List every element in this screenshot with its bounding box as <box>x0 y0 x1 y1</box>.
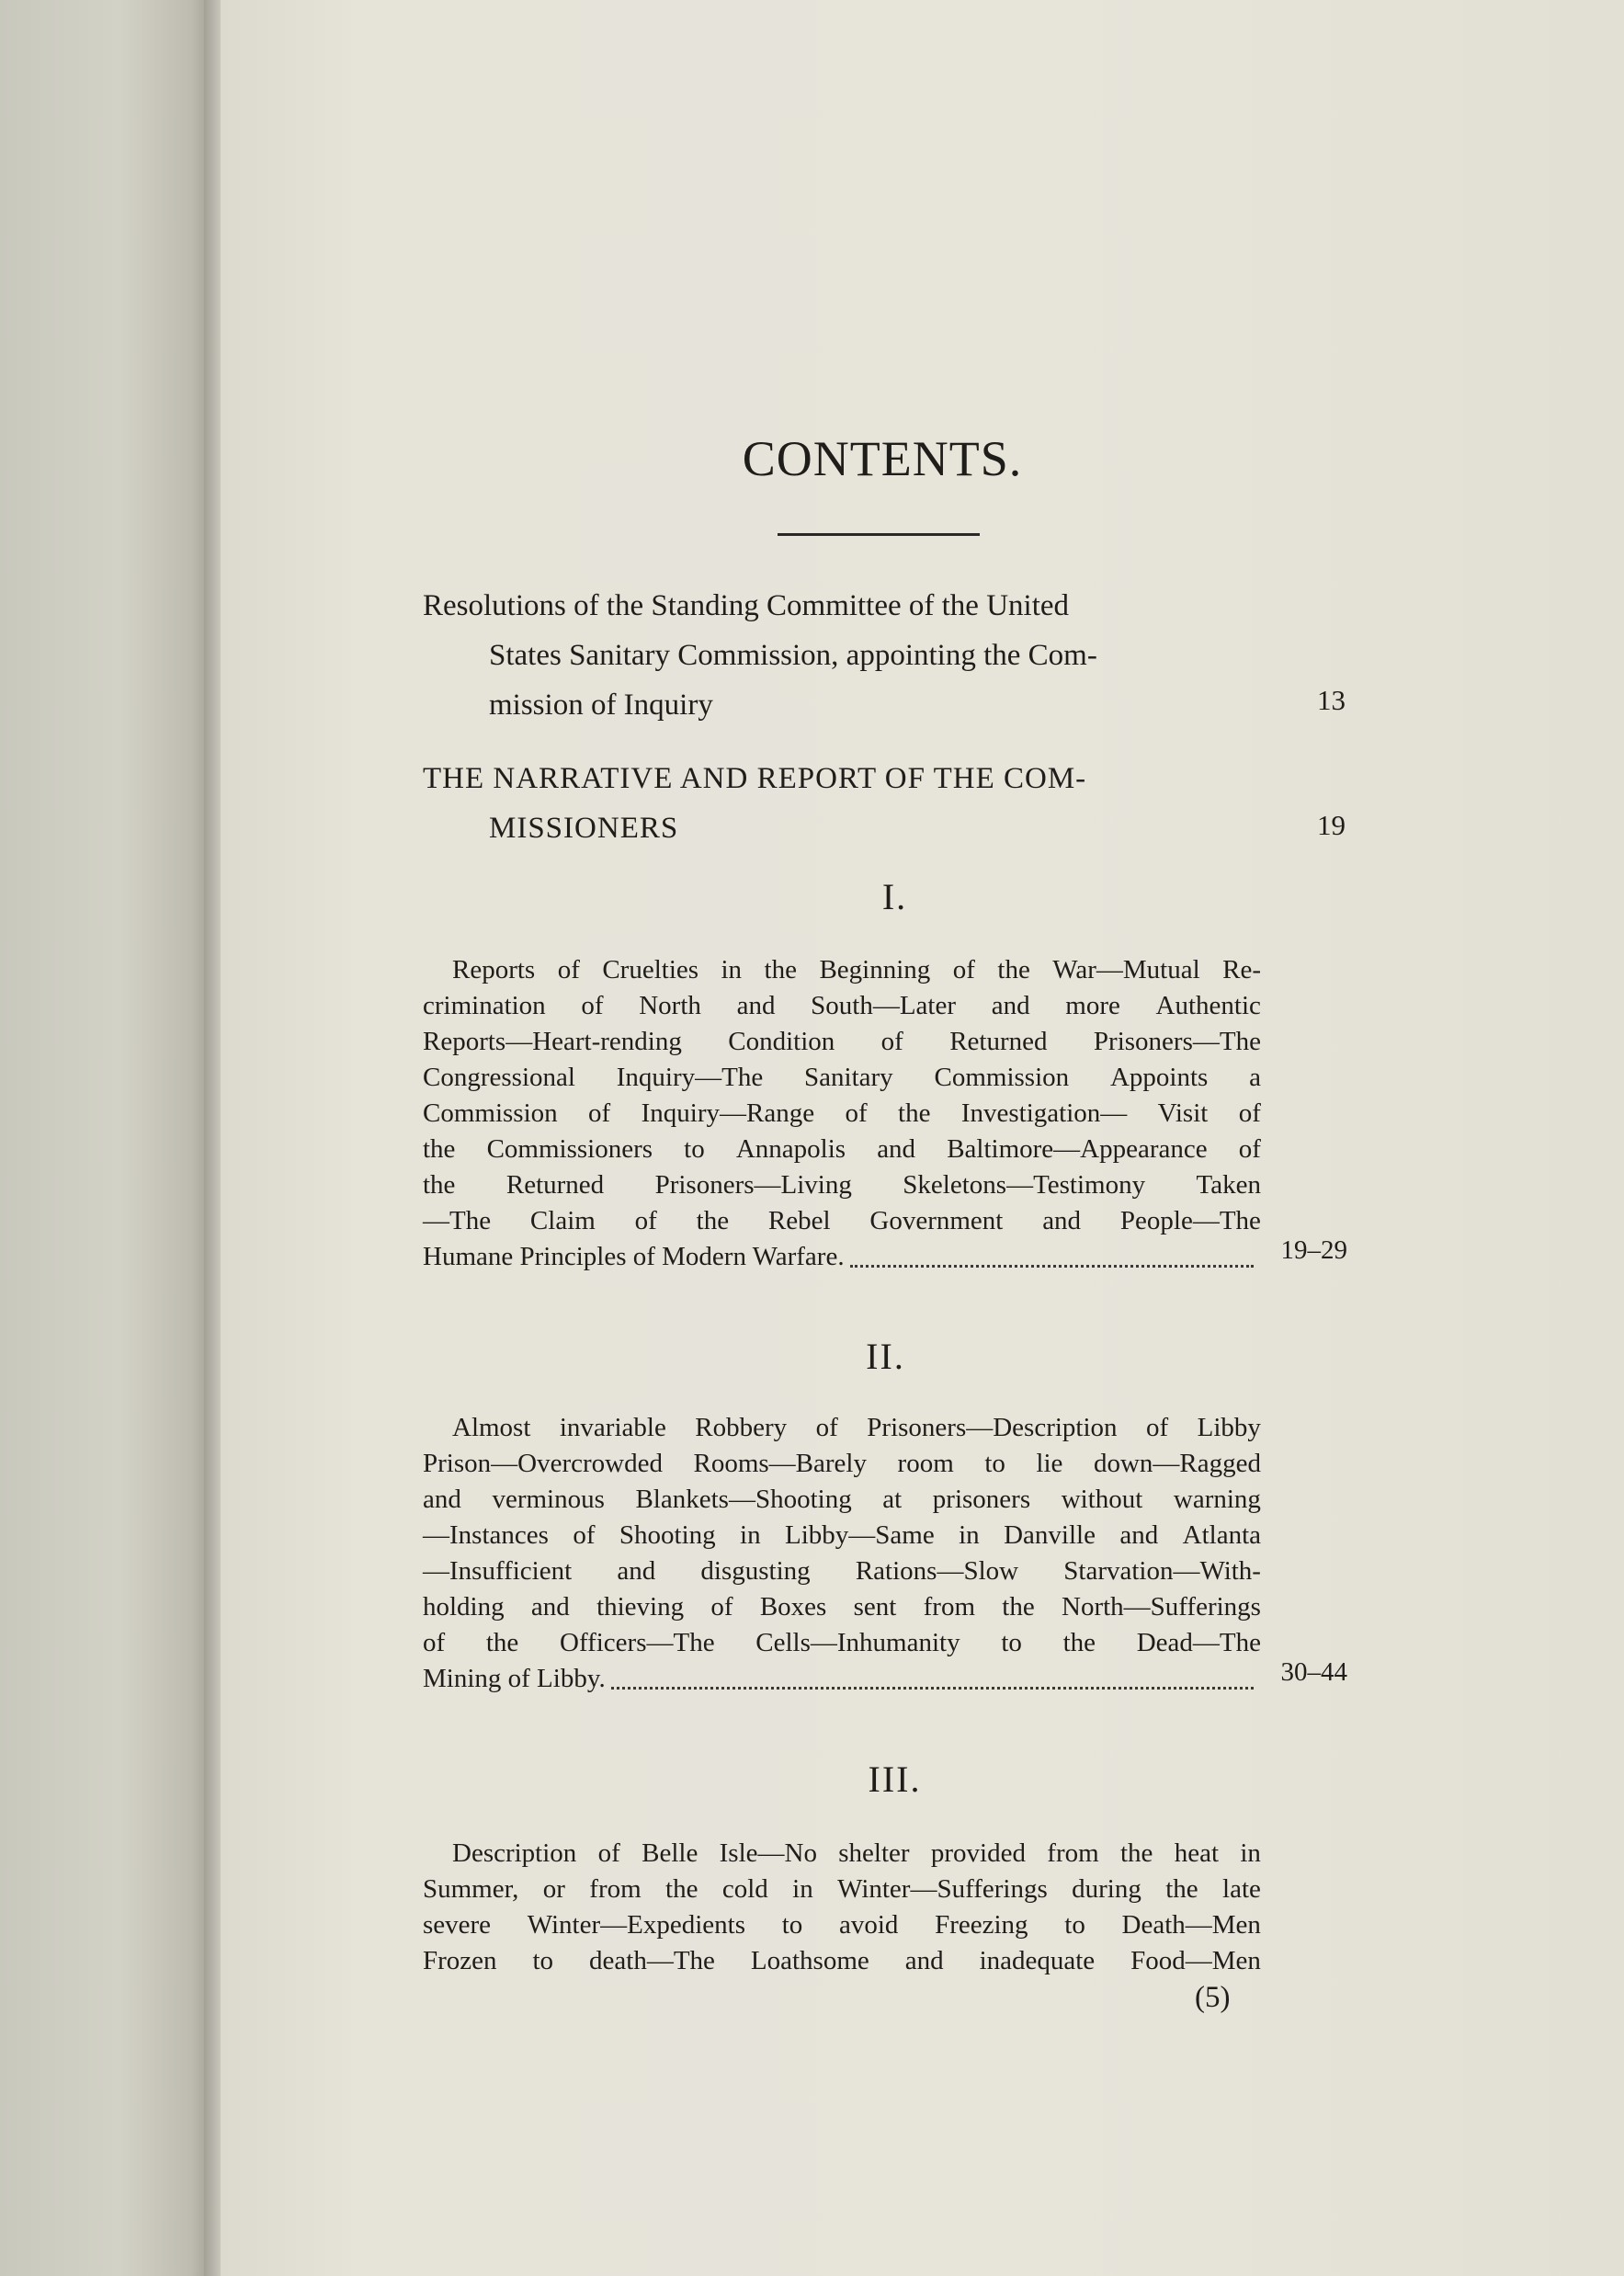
summary-word: and <box>1119 1520 1159 1550</box>
summary-word: Commission <box>423 1098 558 1128</box>
summary-word: late <box>1222 1874 1261 1904</box>
summary-word: Prison—Overcrowded <box>423 1449 663 1478</box>
toc-page-number: 13 <box>1317 684 1346 716</box>
summary-word: Returned <box>505 1170 605 1200</box>
summary-line <box>423 1589 1261 1625</box>
summary-word: Death—Men <box>1121 1910 1261 1940</box>
summary-word: Libby—Same <box>785 1520 935 1550</box>
summary-word: without <box>1061 1485 1143 1514</box>
summary-word: and <box>877 1134 916 1164</box>
summary-word: of <box>597 1838 620 1868</box>
summary-line <box>423 1482 1261 1518</box>
summary-word: to <box>781 1910 803 1940</box>
summary-word: Rooms—Barely <box>693 1449 867 1478</box>
summary-word: down—Ragged <box>1093 1449 1261 1478</box>
summary-line-text: Mining of Libby. <box>423 1664 606 1693</box>
chapter-summary <box>423 1836 1261 1979</box>
summary-word: prisoners <box>932 1485 1031 1514</box>
summary-word: Officers—The <box>560 1628 715 1657</box>
summary-word: and <box>617 1556 656 1586</box>
summary-word: the <box>665 1874 698 1904</box>
summary-word: Condition <box>728 1027 835 1056</box>
summary-word: Description <box>452 1838 577 1868</box>
dot-leader <box>850 1265 1254 1268</box>
summary-word: Appoints <box>1109 1063 1209 1092</box>
summary-word: Sanitary <box>804 1063 893 1092</box>
summary-word: or <box>542 1874 565 1904</box>
summary-word: Belle <box>642 1838 698 1868</box>
summary-word: of <box>1238 1098 1261 1128</box>
summary-line <box>423 1907 1261 1943</box>
summary-word: invariable <box>559 1413 666 1442</box>
summary-word: and <box>423 1485 461 1514</box>
summary-word: Starvation—With- <box>1063 1556 1261 1586</box>
summary-word: the <box>423 1170 456 1200</box>
summary-word: of <box>952 955 975 984</box>
summary-line <box>423 1446 1261 1482</box>
summary-word: thieving <box>596 1592 685 1622</box>
summary-word: in <box>1240 1838 1261 1868</box>
summary-word: Claim <box>529 1206 596 1235</box>
summary-word: heat <box>1174 1838 1220 1868</box>
summary-line <box>423 1943 1261 1979</box>
summary-word: of <box>634 1206 657 1235</box>
summary-word: Inquiry—Range <box>641 1098 815 1128</box>
summary-word: Winter—Sufferings <box>837 1874 1048 1904</box>
summary-word: Food—Men <box>1130 1946 1261 1975</box>
summary-word: of <box>845 1098 868 1128</box>
summary-word: Boxes <box>759 1592 827 1622</box>
summary-word: Rations—Slow <box>855 1556 1019 1586</box>
summary-word: from <box>923 1592 975 1622</box>
summary-word: —Instances <box>423 1520 549 1550</box>
summary-word: Shooting <box>619 1520 716 1550</box>
summary-word: Commissioners <box>486 1134 653 1164</box>
summary-word: North—Sufferings <box>1062 1592 1261 1622</box>
summary-word: crimination <box>423 991 546 1020</box>
summary-word: the <box>696 1206 730 1235</box>
summary-word: of <box>710 1592 733 1622</box>
summary-word: Frozen <box>423 1946 497 1975</box>
summary-word: shelter <box>838 1838 910 1868</box>
summary-word: Authentic <box>1155 991 1261 1020</box>
summary-word: holding <box>423 1592 505 1622</box>
facing-page <box>0 0 217 2276</box>
summary-word: Summer, <box>423 1874 519 1904</box>
summary-word: Blankets—Shooting <box>635 1485 852 1514</box>
toc-entry-text: THE NARRATIVE AND REPORT OF THE COM- <box>423 762 1087 795</box>
summary-word: in <box>792 1874 813 1904</box>
summary-word: War—Mutual <box>1052 955 1200 984</box>
summary-word: the <box>764 955 797 984</box>
summary-word: Almost <box>452 1413 531 1442</box>
title-rule <box>778 533 980 536</box>
summary-word: from <box>589 1874 642 1904</box>
summary-word: during <box>1072 1874 1141 1904</box>
summary-word: and <box>530 1592 570 1622</box>
summary-word: the <box>898 1098 931 1128</box>
summary-line <box>423 1132 1261 1167</box>
summary-word: Dead—The <box>1136 1628 1261 1657</box>
summary-line <box>423 1167 1261 1203</box>
toc-entry-line <box>423 803 1268 853</box>
summary-word: Prisoners—Description <box>867 1413 1118 1442</box>
summary-word: the <box>997 955 1030 984</box>
summary-word: avoid <box>838 1910 899 1940</box>
summary-line <box>423 988 1261 1024</box>
summary-word: Reports <box>452 955 536 984</box>
summary-word: of <box>1146 1413 1169 1442</box>
summary-word: sent <box>853 1592 897 1622</box>
summary-word: Cruelties <box>602 955 699 984</box>
summary-line <box>423 1024 1261 1060</box>
summary-word: Annapolis <box>735 1134 846 1164</box>
summary-word: Libby <box>1197 1413 1261 1442</box>
toc-entry-line <box>423 581 1268 631</box>
summary-word: South—Later <box>811 991 957 1020</box>
summary-word: Beginning <box>819 955 931 984</box>
summary-word: to <box>532 1946 554 1975</box>
chapter-numeral: II. <box>866 1336 905 1377</box>
summary-word: Investigation— <box>960 1098 1128 1128</box>
summary-word: room <box>897 1449 954 1478</box>
chapter-numeral: I. <box>881 876 908 917</box>
summary-word: North <box>639 991 701 1020</box>
summary-word: Rebel <box>767 1206 831 1235</box>
toc-entry-line <box>423 754 1268 803</box>
chapter-summary <box>423 1410 1261 1697</box>
summary-word: of <box>588 1098 611 1128</box>
toc-entry-narrative <box>423 754 1268 853</box>
toc-entry-line <box>423 631 1268 680</box>
summary-line <box>423 1553 1261 1589</box>
summary-word: of <box>1238 1134 1261 1164</box>
summary-word: inadequate <box>979 1946 1096 1975</box>
summary-line <box>423 1518 1261 1553</box>
summary-word: Inquiry—The <box>616 1063 764 1092</box>
dot-leader <box>611 1687 1254 1690</box>
summary-word: Danville <box>1004 1520 1096 1550</box>
summary-word: of <box>557 955 580 984</box>
summary-line <box>423 1872 1261 1907</box>
summary-word: and <box>991 991 1030 1020</box>
summary-word: of <box>880 1027 903 1056</box>
summary-word: in <box>721 955 743 984</box>
summary-word: Atlanta <box>1182 1520 1261 1550</box>
summary-word: severe <box>423 1910 492 1940</box>
summary-word: People—The <box>1119 1206 1261 1235</box>
summary-word: disgusting <box>700 1556 811 1586</box>
chapter-page-range: 19–29 <box>1280 1235 1347 1265</box>
summary-word: warning <box>1173 1485 1261 1514</box>
summary-word: to <box>1001 1628 1022 1657</box>
toc-entry-resolutions <box>423 581 1268 730</box>
toc-entry-text: mission of Inquiry <box>489 688 713 722</box>
summary-word: to <box>1064 1910 1085 1940</box>
page-folio: (5) <box>1195 1981 1231 2014</box>
summary-word: the <box>1002 1592 1035 1622</box>
summary-word: and <box>904 1946 944 1975</box>
summary-word: Isle—No <box>719 1838 817 1868</box>
toc-entry-text: Resolutions of the Standing Committee of the United <box>423 589 1070 622</box>
summary-word: of <box>573 1520 596 1550</box>
summary-line <box>423 1203 1261 1239</box>
summary-word: the <box>485 1628 519 1657</box>
chapter-summary <box>423 952 1261 1275</box>
summary-word: from <box>1047 1838 1099 1868</box>
summary-word: to <box>684 1134 705 1164</box>
summary-word: in <box>959 1520 980 1550</box>
summary-word: death—The <box>589 1946 715 1975</box>
chapter-numeral: III. <box>868 1758 922 1800</box>
summary-line-text: Humane Principles of Modern Warfare. <box>423 1242 845 1271</box>
summary-word: the <box>1062 1628 1096 1657</box>
toc-entry-text: MISSIONERS <box>489 812 679 845</box>
summary-word: Commission <box>934 1063 1070 1092</box>
summary-line <box>423 1410 1261 1446</box>
summary-word: Loathsome <box>750 1946 869 1975</box>
summary-word: Visit <box>1157 1098 1209 1128</box>
summary-word: Returned <box>949 1027 1048 1056</box>
summary-word: cold <box>721 1874 768 1904</box>
summary-word: to <box>984 1449 1005 1478</box>
summary-word: Robbery <box>695 1413 788 1442</box>
summary-word: —Insufficient <box>423 1556 573 1586</box>
summary-line <box>423 1096 1261 1132</box>
summary-word: —The <box>423 1206 492 1235</box>
summary-word: and <box>1042 1206 1082 1235</box>
summary-word: provided <box>930 1838 1026 1868</box>
summary-word: Prisoners—Living <box>654 1170 852 1200</box>
summary-word: Congressional <box>423 1063 575 1092</box>
summary-word: lie <box>1036 1449 1063 1478</box>
summary-line <box>423 952 1261 988</box>
summary-word: and <box>736 991 776 1020</box>
summary-word: Re- <box>1222 955 1261 984</box>
summary-line <box>423 1661 1261 1697</box>
summary-word: Reports—Heart-rending <box>423 1027 682 1056</box>
summary-word: Skeletons—Testimony <box>903 1170 1146 1200</box>
summary-word: at <box>882 1485 903 1514</box>
summary-word: Cells—Inhumanity <box>755 1628 960 1657</box>
summary-line <box>423 1239 1261 1275</box>
summary-word: Taken <box>1196 1170 1261 1200</box>
summary-word: Prisoners—The <box>1093 1027 1261 1056</box>
summary-word: Freezing <box>935 1910 1028 1940</box>
summary-line <box>423 1060 1261 1096</box>
summary-word: of <box>581 991 604 1020</box>
toc-page-number: 19 <box>1317 809 1346 841</box>
summary-word: more <box>1065 991 1120 1020</box>
summary-word: Winter—Expedients <box>527 1910 745 1940</box>
summary-word: the <box>1165 1874 1198 1904</box>
summary-word: in <box>740 1520 761 1550</box>
summary-word: Government <box>869 1206 1004 1235</box>
summary-word: Baltimore—Appearance <box>947 1134 1208 1164</box>
summary-word: a <box>1249 1063 1261 1092</box>
summary-word: of <box>423 1628 446 1657</box>
summary-word: of <box>815 1413 838 1442</box>
toc-entry-line <box>423 680 1268 730</box>
chapter-page-range: 30–44 <box>1280 1657 1347 1687</box>
page-title: CONTENTS. <box>742 431 1023 486</box>
toc-entry-text: States Sanitary Commission, appointing the Com- <box>489 639 1097 672</box>
summary-line <box>423 1836 1261 1872</box>
summary-word: the <box>1119 1838 1153 1868</box>
summary-word: the <box>423 1134 456 1164</box>
summary-line <box>423 1625 1261 1661</box>
summary-word: verminous <box>492 1485 605 1514</box>
